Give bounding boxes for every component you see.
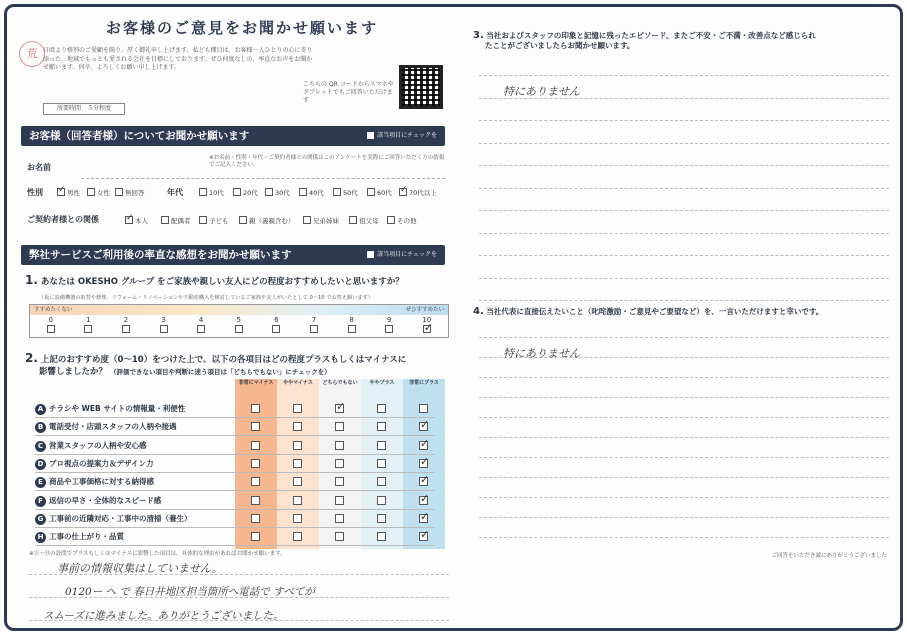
question-3-answer: 特にありません <box>503 85 580 98</box>
option-label: 10代 <box>209 189 224 197</box>
rating-row <box>35 419 435 436</box>
rating-checkbox[interactable] <box>419 404 428 413</box>
rating-checkbox[interactable] <box>377 404 386 413</box>
rating-row <box>35 511 435 528</box>
rating-checkbox[interactable] <box>419 496 428 505</box>
checkbox[interactable] <box>299 188 307 196</box>
scale-number: 6 <box>274 316 279 324</box>
scale-right-label: ぜひすすめたい <box>405 307 444 313</box>
checkbox[interactable] <box>47 325 55 333</box>
age-option[interactable] <box>299 188 324 197</box>
checkbox[interactable] <box>367 188 375 196</box>
answer-line <box>479 255 889 256</box>
checkbox[interactable] <box>239 216 247 224</box>
section-band-label: お客様（回答者様）についてお聞かせ願います <box>29 130 250 142</box>
age-option[interactable] <box>199 188 224 197</box>
rating-checkbox[interactable] <box>293 422 302 431</box>
option-label: 女性 <box>97 189 110 197</box>
question-number: 4. <box>473 306 484 317</box>
option-label: 60代 <box>377 189 392 197</box>
answer-line <box>479 143 889 144</box>
rating-checkbox[interactable] <box>335 459 344 468</box>
name-label: お名前 <box>27 163 51 172</box>
scale-left-label: すすめたくない <box>34 307 73 313</box>
option-label: 男性 <box>67 189 80 197</box>
scale-number: 8 <box>349 316 354 324</box>
rating-row-label <box>35 531 124 543</box>
scale-option[interactable] <box>70 316 108 333</box>
question-number: 1. <box>25 273 38 287</box>
handwritten-answer-line-1: 事前の情報収集はしていません。 <box>57 562 223 575</box>
checkbox[interactable] <box>385 325 393 333</box>
answer-line <box>479 477 889 478</box>
rating-row-label <box>35 476 154 488</box>
option-label: 20代 <box>243 189 258 197</box>
item-letter-badge: E <box>35 477 46 488</box>
checkbox[interactable] <box>199 216 207 224</box>
checkbox[interactable] <box>125 216 133 224</box>
scale-number: 2 <box>123 316 129 324</box>
option-label: 親（義親含む） <box>249 217 295 225</box>
rating-checkbox[interactable] <box>377 477 386 486</box>
answer-line <box>479 397 889 398</box>
rating-checkbox[interactable] <box>419 477 428 486</box>
handwritten-answer-line-2: 0120ー へ で 春日井地区担当箇所へ電話で すべてが <box>65 586 315 598</box>
checkbox[interactable] <box>303 216 311 224</box>
item-letter-badge: H <box>35 532 46 543</box>
rating-checkbox[interactable] <box>419 422 428 431</box>
rating-checkbox[interactable] <box>251 496 260 505</box>
thanks-note: ご回答をいただき誠にありがとうございました <box>771 553 887 559</box>
qr-note: こちらの QR コードからスマホやタブレットでもご回答いただけます <box>303 81 394 104</box>
scale-option[interactable] <box>258 316 296 333</box>
question-4 <box>473 307 823 317</box>
scale-number: 10 <box>422 316 432 324</box>
rating-checkbox[interactable] <box>293 532 302 541</box>
checkbox[interactable] <box>84 325 92 333</box>
rating-checkbox[interactable] <box>293 514 302 523</box>
rating-row <box>35 401 435 418</box>
question-number: 3. <box>473 30 484 41</box>
relation-label: ご契約者様との関係 <box>27 215 99 224</box>
option-label: 本人 <box>135 217 148 225</box>
scale-option[interactable] <box>295 316 333 333</box>
question-text: 当社およびスタッフの印象と記憶に残ったエピソード、またご不安・ご不満・改善点など感じられ <box>486 31 816 40</box>
answer-line <box>479 377 889 378</box>
name-note: ※お名前・性別・年代・ご契約者様との関係はこのアンケートを実際にご回答いただく方の情報でご記入ください。 <box>209 155 445 168</box>
survey-sheet <box>4 4 903 631</box>
relation-option[interactable] <box>303 216 339 225</box>
rating-checkbox[interactable] <box>293 404 302 413</box>
item-letter-badge: D <box>35 459 46 470</box>
relation-option[interactable] <box>387 216 417 225</box>
question-number: 2. <box>25 351 38 365</box>
rating-checkbox[interactable] <box>419 441 428 450</box>
rating-column-header: どちらでもない <box>322 380 358 386</box>
rating-row-label <box>35 403 185 415</box>
checkbox[interactable] <box>160 325 168 333</box>
option-label: 50代 <box>343 189 358 197</box>
check-note-label: 該当項目にチェックを <box>377 132 437 139</box>
item-letter-badge: B <box>35 422 46 433</box>
answer-line <box>479 233 889 234</box>
rating-checkbox[interactable] <box>335 514 344 523</box>
rating-row <box>35 456 435 473</box>
question-text: 当社代表に直接伝えたいこと（叱咤激励・ご意見やご要望など）を、一言いただけますと幸いです。 <box>486 307 824 316</box>
option-label: 祖父母 <box>359 217 379 225</box>
rating-column-header: 非常にマイナス <box>238 380 274 386</box>
checkbox[interactable] <box>233 188 241 196</box>
check-note <box>367 245 437 265</box>
checkbox[interactable] <box>265 188 273 196</box>
answer-line <box>479 517 889 518</box>
age-option[interactable] <box>333 188 358 197</box>
age-option[interactable] <box>399 188 437 197</box>
stamp-seal: 荒 <box>19 41 45 67</box>
scale-option[interactable] <box>220 316 258 333</box>
answer-line <box>479 437 889 438</box>
checkbox[interactable] <box>423 325 431 333</box>
checkbox-legend-icon <box>367 251 374 258</box>
item-label: 電話受付・店頭スタッフの人柄や接遇 <box>49 422 177 432</box>
checkbox[interactable] <box>387 216 395 224</box>
answer-line <box>479 497 889 498</box>
answer-line <box>479 278 889 279</box>
question-text-2: 影響しましたか？ <box>39 367 108 377</box>
scale-number: 1 <box>86 316 91 324</box>
rating-column-header: ややプラス <box>369 380 395 386</box>
rating-checkbox[interactable] <box>251 477 260 486</box>
scale-number: 0 <box>48 316 53 324</box>
age-option[interactable] <box>367 188 392 197</box>
qr-code[interactable] <box>399 65 443 109</box>
question-2-note: （評価できない項目や判断に迷う項目は「どちらでもない」にチェックを） <box>109 368 331 376</box>
gender-label: 性別 <box>27 188 43 197</box>
rating-checkbox[interactable] <box>251 459 260 468</box>
age-option[interactable] <box>265 188 290 197</box>
checkbox[interactable] <box>348 325 356 333</box>
age-label: 年代 <box>167 188 183 197</box>
item-label: チラシや WEB サイトの情報量・利便性 <box>49 404 186 413</box>
handwritten-answer-line-3: スムーズに進みました。ありがとうございました。 <box>43 610 284 622</box>
option-label: 子ども <box>209 217 229 225</box>
question-3 <box>473 31 816 51</box>
scale-option[interactable] <box>370 316 408 333</box>
rating-checkbox[interactable] <box>251 514 260 523</box>
answer-line <box>479 120 889 121</box>
checkbox-legend-icon <box>367 132 374 139</box>
scale-gradient <box>30 305 448 315</box>
rating-row-label <box>35 495 161 507</box>
rating-row-label <box>35 513 192 525</box>
rating-checkbox[interactable] <box>293 459 302 468</box>
rating-checkbox[interactable] <box>419 459 428 468</box>
rating-column-header: 非常にプラス <box>409 380 439 386</box>
answer-line <box>479 300 889 301</box>
age-option[interactable] <box>233 188 258 197</box>
checkbox[interactable] <box>199 188 207 196</box>
section-band-impressions <box>21 245 445 265</box>
rating-column-header: ややマイナス <box>283 380 313 386</box>
option-label: 70代以上 <box>409 189 437 197</box>
checkbox[interactable] <box>272 325 280 333</box>
item-letter-badge: A <box>35 404 46 415</box>
footnote: ※Ⓐ〜Ⓗの設問でプラスもしくはマイナスに影響した項目は、具体的な理由があればお聞かせ願います。 <box>29 551 286 557</box>
left-column <box>21 17 453 622</box>
rating-checkbox[interactable] <box>251 532 260 541</box>
question-2 <box>25 352 455 378</box>
item-label: 返信の早さ・全体的なスピード感 <box>49 495 162 505</box>
page-title: お客様のご意見をお聞かせ願います <box>105 19 378 37</box>
relation-option[interactable] <box>161 216 191 225</box>
scale-number: 3 <box>161 316 166 324</box>
scale-option[interactable] <box>182 316 220 333</box>
rating-checkbox[interactable] <box>377 422 386 431</box>
rating-checkbox[interactable] <box>251 441 260 450</box>
rating-checkbox[interactable] <box>335 532 344 541</box>
answer-line <box>479 417 889 418</box>
question-1 <box>25 273 404 287</box>
option-label: 40代 <box>309 189 324 197</box>
question-text: 上記のおすすめ度（0〜10）をつけた上で、以下の各項目はどの程度プラスもしくはマイナスに <box>40 355 407 365</box>
relation-option[interactable] <box>239 216 295 225</box>
scale-number: 9 <box>386 316 392 324</box>
scale-option[interactable] <box>408 316 446 333</box>
rating-checkbox[interactable] <box>335 441 344 450</box>
rating-row <box>35 438 435 455</box>
rating-checkbox[interactable] <box>335 422 344 431</box>
gender-option[interactable] <box>87 188 110 197</box>
rating-checkbox[interactable] <box>377 459 386 468</box>
check-note-label: 該当項目にチェックを <box>377 251 437 258</box>
rating-checkbox[interactable] <box>293 441 302 450</box>
scale-option[interactable] <box>333 316 371 333</box>
rating-checkbox[interactable] <box>377 441 386 450</box>
rating-checkbox[interactable] <box>251 404 260 413</box>
checkbox[interactable] <box>349 216 357 224</box>
rating-checkbox[interactable] <box>377 514 386 523</box>
item-letter-badge: F <box>35 496 46 507</box>
rating-checkbox[interactable] <box>377 496 386 505</box>
answer-line <box>479 165 889 166</box>
scale-option[interactable] <box>32 316 70 333</box>
section-band-respondent <box>21 126 445 146</box>
relation-option[interactable] <box>349 216 379 225</box>
scale-option[interactable] <box>145 316 183 333</box>
rating-checkbox[interactable] <box>377 532 386 541</box>
item-label: 営業スタッフの人柄や安心感 <box>49 440 147 450</box>
question-text: あなたは OKESHO グループ をご家族や親しい友人にどの程度おすすめしたいと思いますか？ <box>40 277 404 287</box>
checkbox[interactable] <box>235 325 243 333</box>
rating-checkbox[interactable] <box>335 404 344 413</box>
item-letter-badge: G <box>35 514 46 525</box>
option-label: 無回答 <box>125 189 145 197</box>
recommend-scale <box>29 304 449 338</box>
rating-checkbox[interactable] <box>419 514 428 523</box>
checkbox[interactable] <box>161 216 169 224</box>
section-band-label: 弊社サービスご利用後の率直な感想をお聞かせ願います <box>29 249 292 261</box>
rating-checkbox[interactable] <box>335 496 344 505</box>
checkbox[interactable] <box>197 325 205 333</box>
option-label: 兄弟姉妹 <box>313 217 339 225</box>
scale-number: 4 <box>198 316 204 324</box>
name-field[interactable] <box>81 178 445 179</box>
rating-checkbox[interactable] <box>293 496 302 505</box>
item-letter-badge: C <box>35 441 46 452</box>
time-required: 所要時間 ５分程度 <box>43 103 125 115</box>
gender-option[interactable] <box>115 188 145 197</box>
rating-row <box>35 493 435 510</box>
item-label: 工事前の近隣対応・工事中の清掃（養生） <box>49 513 192 523</box>
scale-number: 5 <box>236 316 241 324</box>
relation-option[interactable] <box>199 216 229 225</box>
question-1-note: （仮に設備機器の取替や修理、リフォーム・リノベーションや不動産購入を検討しているご家族や友人がいたとして 0〜10 でお答え願います） <box>39 295 373 301</box>
item-label: 商品や工事価格に対する納得感 <box>49 477 154 487</box>
item-label: プロ視点の提案力＆デザイン力 <box>49 458 154 468</box>
rating-row-label <box>35 421 177 433</box>
rating-row-label <box>35 440 147 452</box>
option-label: その他 <box>397 217 417 225</box>
checkbox[interactable] <box>333 188 341 196</box>
question-4-answer: 特にありません <box>503 347 580 360</box>
answer-line <box>479 457 889 458</box>
intro-text: 日頃より格別のご愛顧を賜り、厚く御礼申し上げます。私ども種目は、お客様一人ひとりの心に寄り添った、地域でもっとも愛される会社を目標にしております。ぜひ何度なしの、率直なお声をお聞かせ願います。何卒、よろしくお願い申し上げます。 <box>43 47 313 71</box>
answer-line <box>479 537 889 538</box>
answer-line <box>479 188 889 189</box>
relation-option[interactable] <box>125 216 148 225</box>
item-label: 工事の仕上がり・品質 <box>49 532 124 542</box>
checkbox[interactable] <box>310 325 318 333</box>
checkbox[interactable] <box>122 325 130 333</box>
answer-line <box>479 210 889 211</box>
rating-checkbox[interactable] <box>419 532 428 541</box>
gender-option[interactable] <box>57 188 80 197</box>
checkbox[interactable] <box>399 188 407 196</box>
rating-checkbox[interactable] <box>293 477 302 486</box>
rating-row-label <box>35 458 153 470</box>
rating-row <box>35 529 435 546</box>
scale-option[interactable] <box>107 316 145 333</box>
option-label: 30代 <box>275 189 290 197</box>
rating-checkbox[interactable] <box>335 477 344 486</box>
answer-line <box>479 337 889 338</box>
check-note <box>367 126 437 146</box>
checkbox[interactable] <box>57 188 65 196</box>
checkbox[interactable] <box>115 188 123 196</box>
rating-row <box>35 474 435 491</box>
question-text-2: たことがございましたらお聞かせ願います。 <box>485 41 635 50</box>
answer-line <box>479 75 889 76</box>
option-label: 配偶者 <box>171 217 191 225</box>
checkbox[interactable] <box>87 188 95 196</box>
rating-checkbox[interactable] <box>251 422 260 431</box>
scale-number: 7 <box>311 316 317 324</box>
